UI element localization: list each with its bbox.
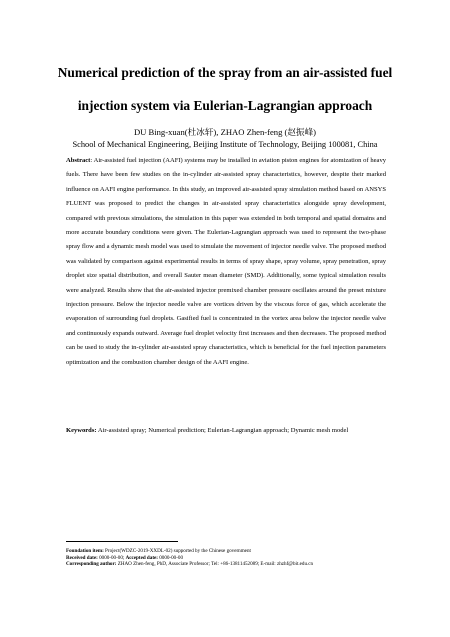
title-line-2: injection system via Eulerian-Lagrangian approach <box>77 98 373 113</box>
title-line-1: Numerical prediction of the spray from an air-assisted fuel <box>57 65 393 80</box>
author-list: DU Bing-xuan(杜冰轩), ZHAO Zhen-feng (赵振峰) <box>133 127 317 137</box>
footnotes <box>66 548 396 568</box>
keywords-label: Keywords: <box>66 427 97 434</box>
received-label: Received date: <box>66 554 98 561</box>
paper-title <box>40 56 410 122</box>
foundation-text: Project(WDZC-2019-XXDL-02) supported by the Chinese government <box>103 548 251 554</box>
foundation-note <box>66 548 396 555</box>
keywords-text: Air-assisted spray; Numerical prediction; Eulerian-Lagrangian approach; Dynamic mesh model <box>96 427 349 434</box>
footnote-divider <box>66 541 178 542</box>
corresponding-note <box>66 561 396 568</box>
abstract-text: : Air-assisted fuel injection (AAFI) systems may be installed in aviation piston engines for atomization of heavy fuels. There have been few studies on the in-cylinder air-assisted spray characteristics, however, despite their marked influence on AAFI engine performance. In this study, an improved air-assisted spray simulation method based on ANSYS FLUENT was proposed to predict the changes in air-assisted spray characteristics alongside spray development, compared with previous simulations, the simulation in this paper was extended in both temporal and spatial domains and more accurate boundary conditions were given. The Eulerian-Lagrangian approach was used to represent the two-phase spray flow and a dynamic mesh model was used to simulate the movement of injector needle valve. The proposed method was validated by comparison against experimental results in terms of spray shape, spray volume, spray penetration, spray droplet size spatial distribution, and overall Sauter mean diameter (SMD). Additionally, some typical simulation results were analyzed. Results show that the air-assisted injector premixed chamber pressure oscillates around the preset mixture injection pressure. Below the injector needle valve are vortices driven by the viscous force of gas, which accelerate the evaporation of surrounding fuel droplets. Gasified fuel is concentrated in the vortex area below the injector needle valve and continuously expands outward. Average fuel droplet velocity first increases and then decreases. The proposed method can be used to study the in-cylinder air-assisted spray characteristics, which is beneficial for the fuel injection parameters optimization and the combustion chamber design of the AAFI engine. <box>66 157 386 366</box>
corresponding-label: Corresponding author: <box>66 561 117 568</box>
abstract-label: Abstract <box>66 157 91 164</box>
accepted-date: 0000-00-00 <box>157 554 184 561</box>
keywords <box>66 426 386 436</box>
received-date: 0000-00-00; <box>97 554 125 561</box>
corresponding-text: ZHAO Zhen-feng, PhD, Associate Professor; Tel: +86-13811452089; E-mail: zhzhf@bit.edu.cn <box>116 561 314 568</box>
abstract <box>66 154 386 370</box>
affiliation: School of Mechanical Engineering, Beijing Institute of Technology, Beijing 100081, China <box>72 140 378 149</box>
foundation-label: Foundation item: <box>66 548 104 554</box>
accepted-label: Accepted date: <box>125 554 158 561</box>
